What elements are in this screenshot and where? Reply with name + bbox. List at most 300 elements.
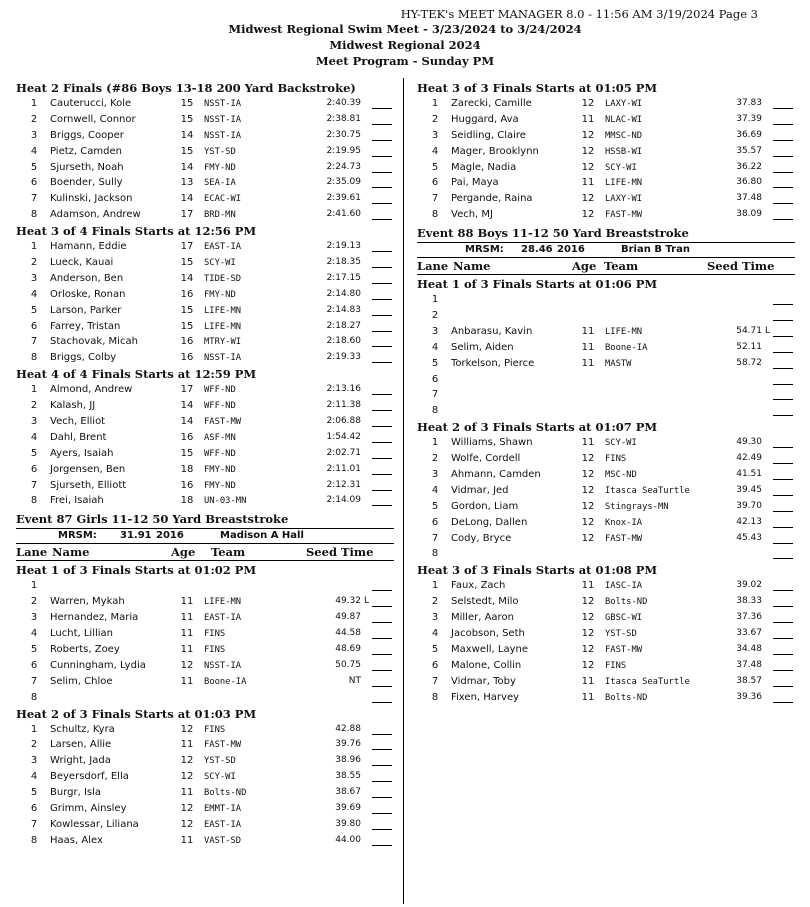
team-code: SCY-WI — [605, 162, 637, 173]
heat-title: Heat 4 of 4 Finals Starts at 12:59 PM — [16, 367, 257, 382]
entry-row — [16, 414, 394, 430]
seed-time: 2:38.81 — [326, 113, 361, 124]
entry-row — [417, 626, 795, 642]
team-code: FINS — [204, 644, 226, 655]
entry-row — [16, 478, 394, 494]
program-title: Meet Program - Sunday PM — [315, 54, 495, 68]
lane-number: 8 — [431, 209, 439, 221]
team-code: Bolts-ND — [605, 597, 648, 608]
lane-number: 2 — [30, 400, 38, 412]
lane-number: 8 — [431, 691, 439, 703]
result-blank-line — [773, 156, 793, 157]
colhead-name: Name — [453, 259, 491, 274]
team-code: FMY-ND — [204, 480, 236, 491]
swimmer-age: 12 — [180, 723, 194, 735]
swimmer-age: 12 — [581, 484, 595, 496]
swimmer-age: 18 — [180, 495, 194, 507]
entry-row — [417, 546, 795, 562]
swimmer-age: 14 — [180, 193, 194, 205]
seed-time: 44.58 — [335, 628, 361, 639]
swimmer-age: 14 — [180, 161, 194, 173]
seed-time: 50.75 — [335, 659, 361, 670]
seed-time: 39.02 — [736, 580, 762, 591]
swimmer-age: 15 — [180, 113, 194, 125]
swimmer-name: Anderson, Ben — [50, 272, 124, 284]
swimmer-name: Ayers, Isaiah — [50, 447, 114, 459]
lane-number: 3 — [30, 272, 38, 284]
seed-time: 54.71 — [736, 325, 762, 336]
swimmer-name: Haas, Alex — [50, 834, 103, 846]
heat-entries — [417, 435, 795, 562]
swimmer-age: 18 — [180, 463, 194, 475]
lane-number: 6 — [30, 320, 38, 332]
entry-row — [16, 319, 394, 335]
entry-row — [417, 483, 795, 499]
entry-row — [417, 372, 795, 388]
result-blank-line — [372, 124, 392, 125]
swimmer-name: Orloske, Ronan — [50, 288, 126, 300]
seed-time: 37.36 — [736, 612, 762, 623]
result-blank-line — [773, 384, 793, 385]
swimmer-name: Jacobson, Seth — [451, 628, 525, 640]
swimmer-age: 11 — [180, 643, 194, 655]
swimmer-age: 12 — [180, 659, 194, 671]
entry-row — [16, 610, 394, 626]
result-blank-line — [372, 749, 392, 750]
seed-time: 36.22 — [736, 161, 762, 172]
seed-time: 38.09 — [736, 209, 762, 220]
lane-number: 5 — [431, 357, 439, 369]
swimmer-name: Selstedt, Milo — [451, 596, 519, 608]
team-code: Stingrays-MN — [605, 501, 669, 512]
swimmer-name: Wright, Jada — [50, 755, 111, 767]
result-blank-line — [773, 447, 793, 448]
seed-time: 36.69 — [736, 129, 762, 140]
entry-row — [417, 96, 795, 112]
team-code: FAST-MW — [605, 210, 643, 221]
team-code: FMY-ND — [204, 464, 236, 475]
team-code: Itasca SeaTurtle — [605, 676, 690, 687]
team-code: Itasca SeaTurtle — [605, 485, 690, 496]
result-blank-line — [773, 320, 793, 321]
result-blank-line — [372, 299, 392, 300]
result-blank-line — [372, 283, 392, 284]
entry-row — [417, 690, 795, 706]
entry-row — [16, 175, 394, 191]
result-blank-line — [372, 362, 392, 363]
event-title: Event 88 Boys 11-12 50 Yard Breaststroke — [417, 226, 689, 241]
swimmer-age: 14 — [180, 272, 194, 284]
entry-row — [16, 642, 394, 658]
lane-number: 3 — [431, 469, 439, 481]
result-blank-line — [372, 219, 392, 220]
seed-flag: L — [363, 596, 369, 607]
result-blank-line — [372, 346, 392, 347]
swimmer-age: 15 — [180, 304, 194, 316]
entry-row — [417, 435, 795, 451]
swimmer-name: Roberts, Zoey — [50, 643, 120, 655]
entry-row — [16, 493, 394, 509]
swimmer-age: 11 — [581, 437, 595, 449]
result-blank-line — [773, 622, 793, 623]
entry-row — [16, 160, 394, 176]
team-code: LIFE-MN — [204, 597, 242, 608]
entry-row — [16, 462, 394, 478]
record-year: 2016 — [156, 530, 184, 542]
swimmer-age: 11 — [581, 341, 595, 353]
swimmer-age: 16 — [180, 288, 194, 300]
lane-number: 6 — [431, 177, 439, 189]
result-blank-line — [773, 187, 793, 188]
swimmer-age: 11 — [581, 675, 595, 687]
lane-number: 1 — [431, 580, 439, 592]
swimmer-name: Kowlessar, Liliana — [50, 818, 139, 830]
result-blank-line — [372, 813, 392, 814]
entry-row — [417, 160, 795, 176]
team-code: FMY-ND — [204, 162, 236, 173]
seed-time: 39.69 — [335, 802, 361, 813]
team-code: Bolts-ND — [605, 692, 648, 703]
entry-row — [16, 350, 394, 366]
team-code: SCY-WI — [204, 258, 236, 269]
heat-entries — [16, 722, 394, 849]
seed-time: 38.55 — [335, 771, 361, 782]
seed-flag: L — [764, 325, 770, 336]
swimmer-age: 17 — [180, 209, 194, 221]
result-blank-line — [773, 686, 793, 687]
team-code: SCY-WI — [605, 438, 637, 449]
left-column — [16, 80, 394, 849]
team-code: NSST-IA — [204, 99, 242, 109]
swimmer-name: Farrey, Tristan — [50, 320, 121, 332]
seed-time: 42.88 — [335, 723, 361, 734]
seed-time: 2:02.71 — [326, 447, 361, 458]
heat-title: Heat 2 Finals (#86 Boys 13-18 200 Yard Backstroke) — [16, 81, 356, 95]
seed-time: 2:35.09 — [326, 177, 361, 188]
swimmer-age: 11 — [581, 357, 595, 369]
lane-number: 1 — [30, 580, 38, 592]
team-code: MMSC-ND — [605, 130, 643, 141]
seed-time: 2:11.38 — [326, 400, 361, 411]
result-blank-line — [372, 108, 392, 109]
entry-row — [417, 515, 795, 531]
entry-row — [417, 292, 795, 308]
entry-row — [16, 578, 394, 594]
entry-row — [417, 144, 795, 160]
swimmer-age: 11 — [581, 177, 595, 189]
result-blank-line — [773, 606, 793, 607]
swimmer-name: Faux, Zach — [451, 580, 506, 592]
swimmer-name: Beyersdorf, Ella — [50, 771, 129, 783]
lane-number: 1 — [431, 437, 439, 449]
swimmer-name: Kalash, JJ — [50, 400, 96, 412]
record-label: MRSM: — [58, 530, 97, 542]
team-code: LIFE-MN — [204, 305, 242, 316]
record-time: 31.91 — [120, 530, 152, 542]
team-code: SEA-IA — [204, 178, 236, 189]
swimmer-name: Vidmar, Jed — [451, 484, 509, 496]
result-blank-line — [773, 219, 793, 220]
lane-number: 8 — [30, 691, 38, 703]
record-year: 2016 — [557, 244, 585, 256]
seed-time: 39.45 — [736, 484, 762, 495]
entry-row — [417, 175, 795, 191]
entry-row — [417, 578, 795, 594]
entry-row — [417, 451, 795, 467]
result-blank-line — [372, 505, 392, 506]
swimmer-age: 12 — [581, 145, 595, 157]
lane-number: 4 — [30, 288, 38, 300]
result-blank-line — [773, 352, 793, 353]
entry-row — [16, 658, 394, 674]
heat-entries — [417, 578, 795, 705]
colhead-seed: Seed Time — [306, 545, 374, 560]
seed-time: 39.70 — [736, 500, 762, 511]
entry-row — [16, 594, 394, 610]
team-code: Bolts-ND — [204, 788, 247, 799]
lane-number: 1 — [431, 294, 439, 306]
swimmer-name: Anbarasu, Kavin — [451, 325, 533, 337]
result-blank-line — [372, 410, 392, 411]
lane-number: 5 — [30, 643, 38, 655]
seed-time: 2:19.13 — [326, 241, 361, 252]
entry-row — [16, 446, 394, 462]
heat-entries — [16, 578, 394, 705]
swimmer-age: 12 — [180, 818, 194, 830]
meet-title: Midwest Regional Swim Meet - 3/23/2024 to 3/24/2024 — [228, 22, 582, 36]
result-blank-line — [372, 426, 392, 427]
entry-row — [417, 128, 795, 144]
result-blank-line — [773, 495, 793, 496]
colhead-team: Team — [211, 545, 246, 560]
result-blank-line — [372, 315, 392, 316]
swimmer-name: Cauterucci, Kole — [50, 98, 132, 109]
colhead-team: Team — [604, 259, 639, 274]
entry-row — [16, 144, 394, 160]
swimmer-name: Miller, Aaron — [451, 612, 514, 624]
entry-row — [417, 674, 795, 690]
entry-row — [16, 398, 394, 414]
swimmer-age: 12 — [581, 193, 595, 205]
team-code: MSC-ND — [605, 470, 637, 481]
result-blank-line — [773, 124, 793, 125]
seed-time: 49.32 — [335, 596, 361, 607]
seed-time: 38.67 — [335, 787, 361, 798]
team-code: YST-SD — [204, 146, 236, 157]
entry-row — [16, 239, 394, 255]
result-blank-line — [372, 331, 392, 332]
lane-number: 3 — [431, 612, 439, 624]
swimmer-name: Malone, Collin — [451, 659, 522, 671]
result-blank-line — [773, 463, 793, 464]
result-blank-line — [372, 845, 392, 846]
lane-number: 7 — [30, 675, 38, 687]
result-blank-line — [773, 336, 793, 337]
team-code: FINS — [204, 724, 226, 735]
swimmer-name: Cody, Bryce — [451, 532, 512, 544]
swimmer-age: 16 — [180, 352, 194, 364]
swimmer-name: Stachovak, Micah — [50, 336, 138, 348]
swimmer-name: Hernandez, Maria — [50, 612, 139, 624]
result-blank-line — [773, 558, 793, 559]
entry-row — [417, 112, 795, 128]
result-blank-line — [773, 527, 793, 528]
result-blank-line — [372, 638, 392, 639]
heat-title: Heat 3 of 3 Finals Starts at 01:08 PM — [417, 563, 658, 578]
entry-row — [16, 817, 394, 833]
result-blank-line — [372, 686, 392, 687]
swimmer-age: 11 — [581, 580, 595, 592]
team-code: NSST-IA — [204, 660, 242, 671]
colhead-lane: Lane — [16, 545, 48, 560]
swimmer-name: Cornwell, Connor — [50, 113, 136, 125]
team-code: FAST-MW — [204, 740, 242, 751]
result-blank-line — [372, 654, 392, 655]
swimmer-name: Larsen, Allie — [50, 739, 112, 751]
team-code: Boone-IA — [204, 676, 247, 687]
entry-row — [16, 271, 394, 287]
swimmer-name: Selim, Chloe — [50, 675, 113, 687]
lane-number: 5 — [431, 500, 439, 512]
entry-row — [16, 674, 394, 690]
heat-entries — [16, 96, 394, 223]
swimmer-age: 12 — [581, 628, 595, 640]
heat-title: Heat 3 of 3 Finals Starts at 01:05 PM — [417, 81, 658, 95]
lane-number: 6 — [30, 177, 38, 189]
swimmer-age: 11 — [180, 787, 194, 799]
result-blank-line — [372, 203, 392, 204]
column-divider — [403, 78, 404, 904]
heat-title: Heat 2 of 3 Finals Starts at 01:03 PM — [16, 706, 257, 721]
swimmer-age: 14 — [180, 129, 194, 141]
swimmer-name: Kulinski, Jackson — [50, 193, 133, 205]
swimmer-age: 15 — [180, 320, 194, 332]
record-holder: Madison A Hall — [220, 530, 304, 542]
seed-time: 58.72 — [736, 357, 762, 368]
seed-time: 41.51 — [736, 469, 762, 480]
team-code: FINS — [204, 629, 226, 640]
swimmer-age: 15 — [180, 145, 194, 157]
lane-number: 8 — [431, 548, 439, 560]
record-holder: Brian B Tran — [621, 244, 690, 256]
swimmer-name: Wolfe, Cordell — [451, 453, 521, 465]
swimmer-age: 12 — [581, 643, 595, 655]
lane-number: 1 — [30, 241, 38, 253]
column-header — [16, 543, 394, 561]
swimmer-age: 12 — [180, 802, 194, 814]
seed-time: 37.83 — [736, 98, 762, 108]
seed-time: 2:30.75 — [326, 129, 361, 140]
swimmer-name: Vidmar, Toby — [451, 675, 516, 687]
swimmer-age: 14 — [180, 400, 194, 412]
seed-time: 2:39.61 — [326, 193, 361, 204]
result-blank-line — [773, 479, 793, 480]
result-blank-line — [773, 654, 793, 655]
seed-time: 2:12.31 — [326, 479, 361, 490]
entry-row — [16, 255, 394, 271]
lane-number: 5 — [431, 643, 439, 655]
entry-row — [16, 303, 394, 319]
result-blank-line — [773, 415, 793, 416]
result-blank-line — [372, 394, 392, 395]
team-code: LIFE-MN — [605, 178, 643, 189]
seed-time: 45.43 — [736, 532, 762, 543]
team-code: GBSC-WI — [605, 613, 643, 624]
colhead-age: Age — [171, 545, 196, 560]
entry-row — [16, 287, 394, 303]
entry-row — [417, 531, 795, 547]
entry-row — [16, 191, 394, 207]
team-code: LAXY-WI — [605, 194, 643, 205]
swimmer-age: 12 — [581, 98, 595, 109]
heat-entries — [16, 239, 394, 366]
team-code: UN-03-MN — [204, 496, 247, 507]
swimmer-name: Sjurseth, Noah — [50, 161, 124, 173]
lane-number: 4 — [431, 145, 439, 157]
result-blank-line — [372, 829, 392, 830]
swimmer-name: Pergande, Raina — [451, 193, 533, 205]
swimmer-name: Fixen, Harvey — [451, 691, 520, 703]
lane-number: 2 — [431, 453, 439, 465]
lane-number: 4 — [30, 145, 38, 157]
entry-row — [16, 430, 394, 446]
lane-number: 1 — [30, 723, 38, 735]
entry-row — [16, 753, 394, 769]
swimmer-name: Maxwell, Layne — [451, 643, 529, 655]
lane-number: 7 — [30, 336, 38, 348]
meet-record — [16, 528, 394, 543]
team-code: FAST-MW — [204, 417, 242, 428]
result-blank-line — [372, 781, 392, 782]
team-code: ASF-MN — [204, 432, 236, 443]
entry-row — [16, 690, 394, 706]
entry-row — [16, 382, 394, 398]
lane-number: 4 — [30, 628, 38, 640]
entry-row — [417, 467, 795, 483]
result-blank-line — [372, 156, 392, 157]
result-blank-line — [372, 474, 392, 475]
team-code: FINS — [605, 454, 627, 465]
swimmer-name: Torkelson, Pierce — [451, 357, 535, 369]
software-header: HY-TEK's MEET MANAGER 8.0 - 11:56 AM 3/19/2024 Page 3 — [400, 7, 758, 21]
seed-time: 2:19.95 — [326, 145, 361, 156]
result-blank-line — [372, 267, 392, 268]
seed-time: NT — [348, 675, 361, 686]
lane-number: 3 — [30, 129, 38, 141]
result-blank-line — [372, 251, 392, 252]
team-code: HSSB-WI — [605, 146, 643, 157]
lane-number: 4 — [431, 628, 439, 640]
swimmer-name: Burgr, Isla — [50, 787, 102, 799]
swimmer-age: 11 — [180, 628, 194, 640]
swimmer-name: Mager, Brooklynn — [451, 145, 539, 157]
lane-number: 8 — [30, 209, 38, 221]
team-code: FAST-MW — [605, 644, 643, 655]
heat-title: Heat 1 of 3 Finals Starts at 01:06 PM — [417, 277, 658, 292]
entry-row — [417, 403, 795, 419]
result-blank-line — [773, 172, 793, 173]
lane-number: 2 — [431, 596, 439, 608]
swimmer-name: Sjurseth, Elliott — [50, 479, 127, 491]
result-blank-line — [773, 203, 793, 204]
seed-time: 38.57 — [736, 675, 762, 686]
heat-title: Heat 1 of 3 Finals Starts at 01:02 PM — [16, 563, 257, 578]
lane-number: 5 — [30, 304, 38, 316]
seed-time: 2:17.15 — [326, 272, 361, 283]
lane-number: 1 — [30, 384, 38, 396]
team-code: ECAC-WI — [204, 194, 242, 205]
swimmer-name: Huggard, Ava — [451, 113, 519, 125]
